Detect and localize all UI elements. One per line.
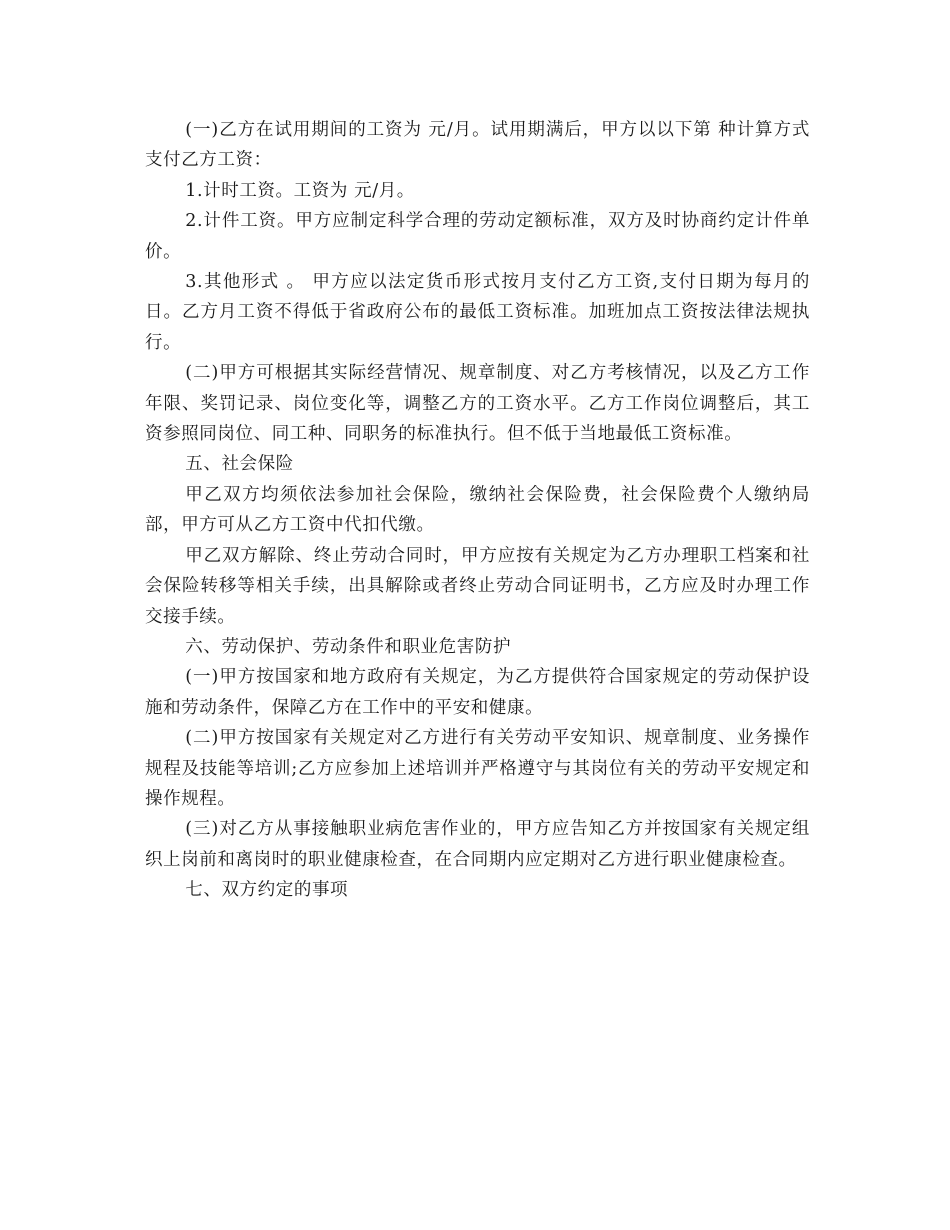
- paragraph-safety-training: (二)甲方按国家有关规定对乙方进行有关劳动平安知识、规章制度、业务操作规程及技能等培训;乙方应参加上述培训并严格遵守与其岗位有关的劳动平安规定和操作规程。: [145, 728, 810, 809]
- document-page: [145, 115, 810, 906]
- paragraph-other-forms: 3.其他形式 。 甲方应以法定货币形式按月支付乙方工资,支付日期为每月的日。乙方月工资不得低于省政府公布的最低工资标准。加班加点工资按法律法规执行。: [145, 272, 810, 353]
- section-heading-social-insurance: 五、社会保险: [185, 454, 294, 475]
- paragraph-insurance-contribution: 甲乙双方均须依法参加社会保险，缴纳社会保险费，社会保险费个人缴纳局部，甲方可从乙方工资中代扣代缴。: [145, 484, 810, 536]
- paragraph-health-check: (三)对乙方从事接触职业病危害作业的，甲方应告知乙方并按国家有关规定组织上岗前和离岗时的职业健康检查，在合同期内应定期对乙方进行职业健康检查。: [145, 819, 810, 870]
- section-heading-agreed-matters: 七、双方约定的事项: [185, 880, 349, 901]
- paragraph-contract-termination: 甲乙双方解除、终止劳动合同时，甲方应按有关规定为乙方办理职工档案和社会保险转移等相关手续，出具解除或者终止劳动合同证明书，乙方应及时办理工作交接手续。: [145, 545, 810, 627]
- paragraph-protection-facilities: (一)甲方按国家和地方政府有关规定，为乙方提供符合国家规定的劳动保护设施和劳动条件，保障乙方在工作中的平安和健康。: [145, 667, 810, 718]
- paragraph-piece-wage: 2.计件工资。甲方应制定科学合理的劳动定额标准，双方及时协商约定计件单价。: [145, 211, 810, 262]
- paragraph-probation-salary: (一)乙方在试用期间的工资为 元/月。试用期满后，甲方以以下第 种计算方式支付乙方工资：: [145, 120, 810, 171]
- paragraph-salary-adjustment: (二)甲方可根据其实际经营情况、规章制度、对乙方考核情况，以及乙方工作年限、奖罚记录、岗位变化等，调整乙方的工资水平。乙方工作岗位调整后，其工资参照同岗位、同工种、同职务的标准执行。但不低于当地最低工资标准。: [145, 363, 810, 445]
- section-heading-labor-protection: 六、劳动保护、劳动条件和职业危害防护: [185, 636, 512, 657]
- paragraph-hourly-wage: 1.计时工资。工资为 元/月。: [185, 180, 415, 201]
